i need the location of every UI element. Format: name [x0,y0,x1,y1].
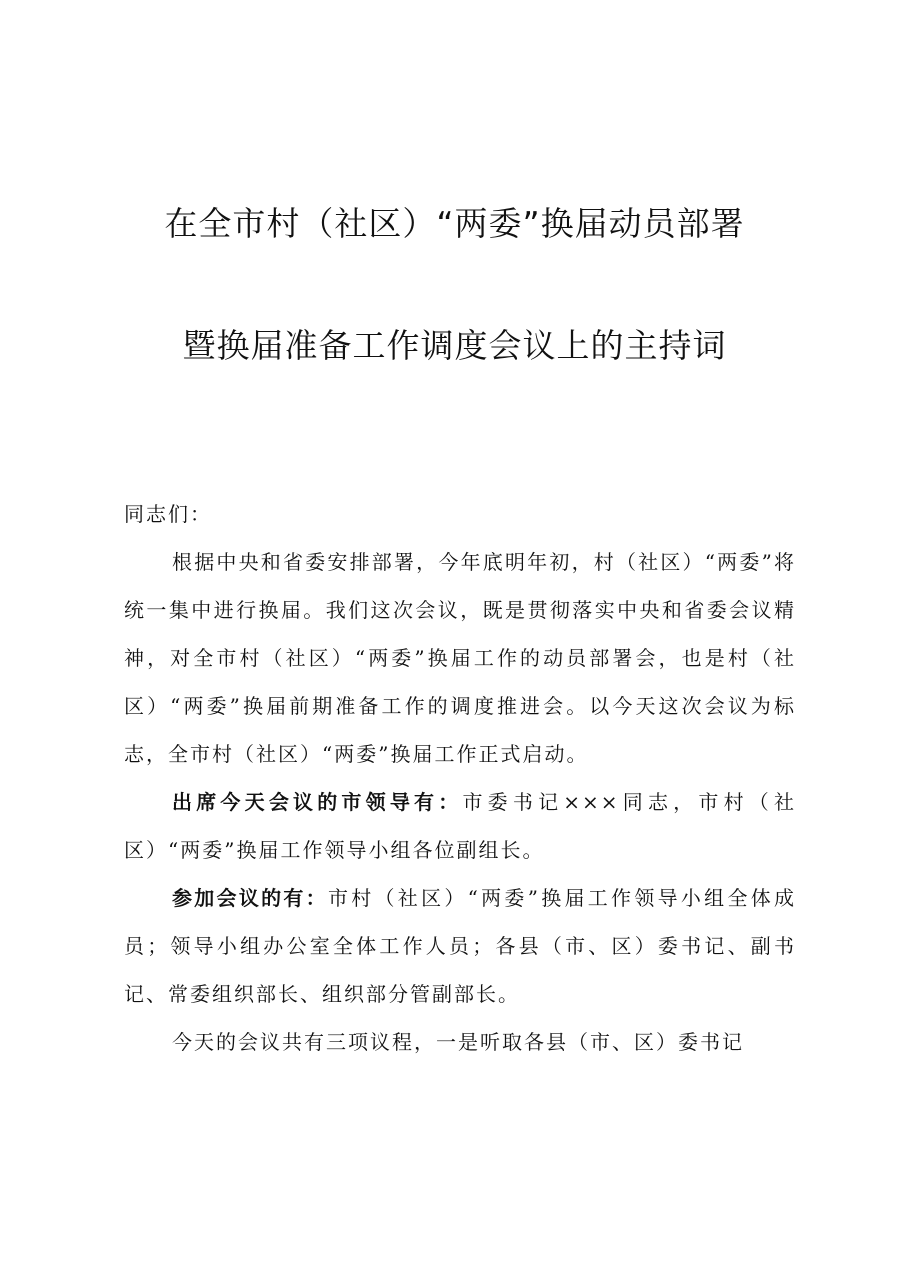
document-body [124,538,796,1066]
paragraph-text: 市委书记×××同志，市村（社区）“两委”换届工作领导小组各位副组长。 [124,790,796,862]
paragraph-lead: 参加会议的有： [172,886,328,910]
document-title-line-2: 暨换届准备工作调度会议上的主持词 [182,326,727,365]
paragraph-text: 根据中央和省委安排部署，今年底明年初，村（社区）“两委”将统一集中进行换届。我们这次会议，既是贯彻落实中央和省委会议精神，对全市村（社区）“两委”换届工作的动员部署会，也是村（社区）“两委”换届前期准备工作的调度推进会。以今天这次会议为标志，全市村（社区）“两委”换届工作正式启动。 [124,550,796,766]
paragraph-4 [124,1018,796,1066]
paragraph-1 [124,538,796,778]
paragraph-text: 今天的会议共有三项议程，一是听取各县（市、区）委书记 [172,1030,744,1054]
paragraph-lead: 出席今天会议的市领导有： [172,790,463,814]
salutation: 同志们： [124,502,212,526]
paragraph-2 [124,778,796,874]
paragraph-3 [124,874,796,1018]
document-title-line-1: 在全市村（社区）“两委”换届动员部署 [164,204,745,243]
paragraph-text: 市村（社区）“两委”换届工作领导小组全体成员；领导小组办公室全体工作人员；各县（市、区）委书记、副书记、常委组织部长、组织部分管副部长。 [124,886,797,1006]
